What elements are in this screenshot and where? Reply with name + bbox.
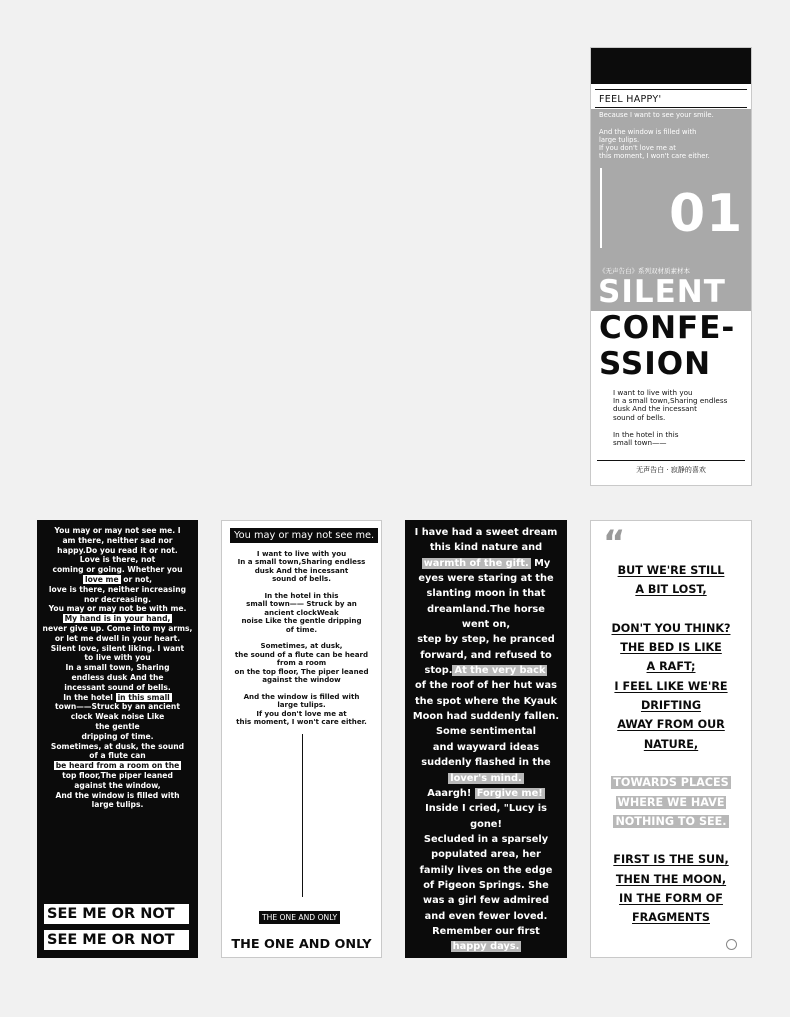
card-quote [590, 520, 752, 958]
cover-footer-rule [597, 460, 745, 461]
text-line [591, 812, 751, 831]
text-line [37, 751, 198, 761]
text-line [591, 831, 751, 850]
text-line [405, 694, 567, 709]
text-line [37, 546, 198, 556]
text-line [37, 604, 198, 614]
text-line [37, 663, 198, 673]
cover-title-confe: CONFE- [599, 310, 736, 346]
text-line [591, 735, 751, 754]
text-line: the sound of a flute can be heard [234, 649, 369, 659]
text-line [405, 617, 567, 632]
card2-tag: THE ONE AND ONLY [259, 911, 340, 924]
text-segment: forward, and refused to [420, 649, 552, 661]
text-line: large tulips. [277, 700, 326, 710]
text-segment: family lives on the edge [419, 864, 553, 876]
highlighted-text: warmth of the gift. [423, 557, 529, 569]
gray-line: this moment, I won't care either. [599, 152, 710, 160]
cover-vertical-bar [600, 168, 602, 248]
text-segment: A BIT LOST, [635, 583, 707, 597]
gray-line: And the window is filled with [599, 128, 697, 136]
text-line: ancient clockWeak [264, 607, 339, 617]
text-line: on the top floor, The piper leaned [234, 666, 369, 676]
text-line [37, 781, 198, 791]
text-segment: A RAFT; [646, 660, 696, 674]
gray-text-2 [599, 128, 710, 160]
text-line: from a room [276, 658, 327, 668]
text-line [405, 632, 567, 647]
text-segment: or not, [120, 574, 153, 584]
text-segment: Silent love, silent liking. I want [50, 643, 185, 653]
quote-mark-icon: “ [603, 523, 626, 563]
text-line [591, 889, 751, 908]
text-line [405, 786, 567, 801]
see-me-label-1: SEE ME OR NOT [44, 904, 189, 924]
text-segment: am there, neither sad nor [62, 535, 173, 545]
text-segment: or let me dwell in your heart. [54, 633, 181, 643]
text-segment: to live with you [84, 653, 151, 663]
text-segment: THEN THE MOON, [615, 872, 727, 886]
text-line [591, 793, 751, 812]
text-segment: and even fewer loved. [424, 910, 548, 922]
text-line: I want to live with you [256, 549, 347, 558]
text-line [405, 648, 567, 663]
text-segment: Inside I cried, "Lucy is [425, 803, 547, 815]
text-line: In a small town,Sharing endless [237, 557, 366, 567]
text-line [405, 571, 567, 586]
text-segment: AWAY FROM OUR [617, 718, 725, 732]
highlighted-text: At the very back [454, 665, 546, 677]
text-segment: In a small town, Sharing [65, 663, 170, 673]
text-line [37, 565, 198, 575]
text-segment: the gentle [95, 721, 140, 731]
text-line [37, 673, 198, 683]
cover-body-1 [613, 389, 727, 422]
text-line [37, 693, 198, 703]
card1-body [37, 526, 198, 810]
text-line [37, 761, 198, 771]
text-line [37, 536, 198, 546]
text-segment: You may or may not be with me. [48, 604, 187, 614]
text-line [37, 800, 198, 810]
card-one-and-only [221, 520, 382, 958]
text-segment: the spot where the Kyauk [414, 695, 558, 707]
text-line [405, 924, 567, 939]
text-segment: love is there, neither increasing [48, 584, 187, 594]
text-line [37, 742, 198, 752]
cover-rule-bottom [595, 107, 747, 108]
card2-big-title: THE ONE AND ONLY [231, 937, 372, 952]
text-line [37, 791, 198, 801]
highlighted-text: be heard from a room on the [55, 761, 180, 771]
text-segment: My [530, 557, 551, 569]
text-segment: and wayward ideas [432, 741, 540, 753]
card-see-me [37, 520, 198, 958]
text-line [37, 614, 198, 624]
card3-body [405, 525, 567, 955]
text-line [37, 702, 198, 712]
text-line [37, 575, 198, 585]
text-segment: stop. [424, 665, 453, 677]
cover-body-line: dusk And the incessant [613, 404, 697, 414]
see-me-label-2: SEE ME OR NOT [44, 930, 189, 950]
text-line [405, 878, 567, 893]
text-segment: happy.Do you read it or not. [57, 545, 178, 555]
text-line [591, 657, 751, 676]
text-line: this moment, I won't care either. [236, 717, 367, 727]
cover-card [590, 47, 752, 486]
text-segment: I have had a sweet dream [414, 527, 558, 538]
text-segment: Moon had suddenly fallen. [412, 711, 560, 723]
text-segment: IN THE FORM OF [619, 892, 723, 906]
text-line [591, 754, 751, 773]
highlighted-text: WHERE WE HAVE [617, 795, 725, 809]
text-line [591, 580, 751, 599]
text-line: against the window [262, 675, 341, 685]
text-segment: Secluded in a sparsely [423, 833, 549, 845]
text-segment: large tulips. [91, 800, 144, 810]
cover-body-line: In the hotel in this [613, 430, 679, 439]
text-line [37, 732, 198, 742]
text-segment: this kind nature and [429, 542, 543, 554]
text-segment: clock Weak noise Like [70, 712, 165, 722]
text-line [405, 817, 567, 832]
text-line [591, 850, 751, 869]
text-line [405, 678, 567, 693]
text-segment: In the hotel [63, 692, 116, 702]
text-line [405, 586, 567, 601]
text-line [37, 595, 198, 605]
highlighted-text: lover's mind. [450, 772, 522, 784]
cover-body-line: sound of bells. [613, 412, 666, 422]
feel-happy-label: FEEL HAPPY' [599, 94, 662, 105]
gray-line: large tulips. [599, 136, 640, 144]
text-line [591, 870, 751, 889]
text-segment: FRAGMENTS [632, 911, 710, 925]
text-line [37, 526, 198, 536]
cover-black-bar [591, 48, 751, 84]
cover-body-line: I want to live with you [613, 388, 693, 397]
gray-line: If you don't love me at [599, 144, 676, 152]
text-segment: NATURE, [643, 737, 699, 751]
cover-chinese-line: 《无声告白》系列双材质素材本 [599, 267, 690, 275]
text-segment: town——Struck by an ancient [55, 702, 180, 712]
circle-icon [726, 939, 737, 950]
cover-title-ssion: SSION [599, 346, 712, 382]
text-segment: populated area, her [431, 849, 541, 861]
text-segment: never give up. Come into my arms, [42, 623, 193, 633]
text-line: dusk And the incessant [254, 565, 349, 575]
text-segment: Love is there, not [79, 555, 156, 565]
text-segment: gone! [470, 818, 502, 830]
text-line [405, 556, 567, 571]
text-line [405, 540, 567, 555]
text-segment: against the window, [74, 780, 161, 790]
text-segment: coming or going. Whether you [52, 565, 183, 575]
text-line [405, 663, 567, 678]
highlighted-text: in this small [117, 692, 170, 702]
card2-heading: You may or may not see me. [230, 528, 378, 543]
text-line: of time. [285, 624, 318, 634]
text-segment: endless dusk And the [71, 672, 164, 682]
card-sweet-dream [405, 520, 567, 958]
text-segment: of a flute can [89, 751, 146, 761]
text-segment: of the roof of her hut was [415, 680, 557, 692]
text-segment: went on, [461, 619, 511, 631]
text-line: In the hotel in this [264, 591, 339, 601]
card2-body [222, 550, 381, 726]
text-segment: Remember our first [432, 925, 540, 937]
text-line [591, 619, 751, 638]
text-line [37, 644, 198, 654]
text-line [591, 715, 751, 734]
text-line [37, 634, 198, 644]
text-segment: THE BED IS LIKE [620, 641, 722, 655]
text-segment: And the window is filled with [55, 790, 180, 800]
text-line [405, 909, 567, 924]
text-line [405, 709, 567, 724]
text-line [405, 602, 567, 617]
text-line [405, 755, 567, 770]
text-line [591, 908, 751, 927]
text-segment: incessant sound of bells. [64, 682, 171, 692]
text-line [591, 677, 751, 696]
text-segment: of Pigeon Springs. She [423, 879, 549, 891]
text-line [405, 724, 567, 739]
text-line [405, 893, 567, 908]
text-line: If you don't love me at [256, 708, 347, 718]
text-line: sound of bells. [272, 574, 331, 584]
text-segment: dripping of time. [81, 731, 154, 741]
text-line [591, 773, 751, 792]
gray-line: Because I want to see your smile. [599, 111, 714, 119]
text-line: noise Like the gentle dripping [241, 616, 362, 626]
text-line [37, 771, 198, 781]
text-line [405, 771, 567, 786]
text-line [405, 939, 567, 954]
text-line [591, 696, 751, 715]
text-segment: You may or may not see me. I [54, 526, 181, 535]
text-segment: top floor,The piper leaned [62, 770, 173, 780]
text-line [37, 712, 198, 722]
text-line [405, 525, 567, 540]
text-segment: suddenly flashed in the [421, 757, 551, 769]
text-segment: I FEEL LIKE WE'RE [614, 679, 728, 693]
gray-text-1 [599, 111, 714, 119]
text-line [405, 863, 567, 878]
text-line: small town—— Struck by an [246, 599, 357, 609]
text-line [591, 600, 751, 619]
text-segment: BUT WE'RE STILL [617, 564, 725, 577]
text-segment: Sometimes, at dusk, the sound [50, 741, 185, 751]
text-line [37, 585, 198, 595]
text-segment: was a girl few admired [423, 895, 549, 907]
text-segment: DRIFTING [640, 699, 702, 713]
text-line [591, 638, 751, 657]
text-line [405, 801, 567, 816]
text-line [405, 847, 567, 862]
text-line [405, 832, 567, 847]
text-segment: eyes were staring at the [418, 573, 554, 585]
text-line [37, 624, 198, 634]
cover-rule-top [595, 89, 747, 90]
text-line: And the window is filled with [243, 691, 360, 701]
highlighted-text: love me [84, 574, 119, 584]
text-line [37, 683, 198, 693]
text-line [591, 561, 751, 580]
text-segment: Aaargh! [427, 787, 475, 799]
highlighted-text: happy days. [452, 941, 520, 953]
cover-footer: 无声告白 · 寂静的喜欢 [636, 466, 706, 474]
text-line [37, 722, 198, 732]
cover-body-line: In a small town,Sharing endless [613, 396, 728, 406]
text-line [37, 555, 198, 565]
card2-vertical-line [302, 734, 303, 897]
text-segment: nor decreasing. [84, 594, 151, 604]
cover-body-2 [613, 431, 678, 447]
text-segment: dreamland.The horse [427, 603, 545, 615]
text-segment: Some sentimental [435, 726, 537, 738]
cover-body-line: small town—— [613, 438, 667, 448]
card4-body [591, 561, 751, 928]
highlighted-text: TOWARDS PLACES [613, 776, 729, 790]
highlighted-text: My hand is in your hand, [64, 614, 171, 624]
text-line [37, 653, 198, 663]
text-segment: slanting moon in that [426, 588, 546, 600]
text-line: Sometimes, at dusk, [260, 641, 343, 651]
text-segment: step by step, he pranced [417, 634, 555, 646]
cover-title-silent: SILENT [598, 274, 726, 310]
cover-number: 01 [669, 184, 744, 244]
highlighted-text: NOTHING TO SEE. [615, 814, 727, 828]
highlighted-text: Forgive me! [476, 787, 543, 799]
text-line [405, 740, 567, 755]
text-segment: FIRST IS THE SUN, [613, 853, 729, 867]
text-segment: DON'T YOU THINK? [611, 621, 731, 635]
